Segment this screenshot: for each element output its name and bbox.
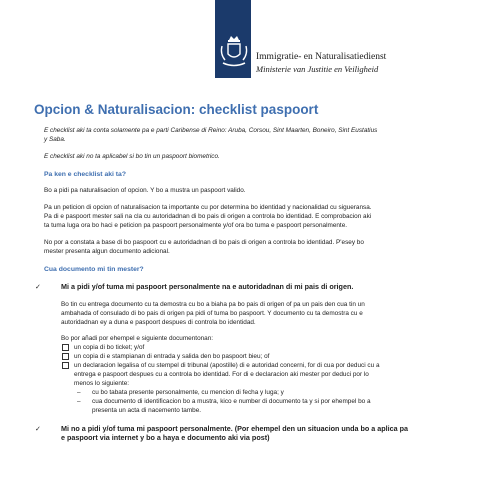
dash-list-item <box>44 397 460 406</box>
checkbox-item-continuation: entrega e paspoort despues cu a controla bo identidad. For di e declaracion aki mester por deduci por lo <box>74 370 369 378</box>
checklist-item-personal <box>35 282 460 292</box>
paragraph-line: Pa un peticion di opcion of naturalisacion ta importante cu por determina bo identidad y nacionalidad cu sigueransa. <box>44 204 372 211</box>
dash-list-item <box>44 388 460 397</box>
intro-paragraph-line: E checklist aki ta conta solamente pa e parti Caribense di Reino: Aruba, Corsou, Sint Maarten, Boneiro, Sint Eustatius <box>44 127 378 134</box>
dash-item-label: cua documento di identificacion bo a mustra, kico e number di documento ta y si por ehempel bo a <box>92 397 371 405</box>
checklist-item-label: Mi a pidi y/of tuma mi paspoort personalmente na e autoridadnan di mi pais di origen. <box>61 282 354 291</box>
checkbox-item-label: un declaracion legalisa of cu stempel di tribunal (apostille) di e autoridad concerni, for di cua por deduci cu a <box>74 361 380 369</box>
coat-of-arms-crest-icon <box>219 36 249 76</box>
paragraph-line: mester presenta algun documento adicional. <box>44 248 170 255</box>
checkmark-icon: ✓ <box>35 282 42 291</box>
dash-bullet: – <box>77 397 81 405</box>
checklist-item-continuation: e paspoort via internet y bo a haya e documento aki via post) <box>61 433 270 442</box>
intro-paragraph-line: y Saba. <box>44 136 66 143</box>
paragraph-line: Pa di e paspoort mester sali na cla cu autoridadnan di bo pais di origen a controla bo identidad. E comprobacion aki <box>44 213 372 220</box>
checkbox-list-item <box>44 361 460 370</box>
empty-checkbox-icon <box>62 353 69 360</box>
paragraph-line: Bo por añadi por ehempel e siguiente documentonan: <box>61 334 214 342</box>
paragraph-line: autoridadnan ey a duna e paspoort despues di controla bo identidad. <box>61 318 256 326</box>
paragraph-line: Bo tin cu entrega documento cu ta demostra cu bo a biaha pa bo pais di origen of pa un pais den cua tin un <box>61 300 365 308</box>
checklist-item-not-personal <box>35 423 460 434</box>
section-heading-pa-ken: Pa ken e checklist aki ta? <box>44 171 126 178</box>
dash-bullet: – <box>77 388 81 396</box>
checkbox-list-item <box>44 352 460 361</box>
empty-checkbox-icon <box>62 362 69 369</box>
checkbox-item-label: un copia di bo ticket; y/of <box>74 343 145 351</box>
checkbox-list-item <box>44 343 460 352</box>
org-name: Immigratie- en Naturalisatiedienst <box>256 52 387 62</box>
section-heading-cua-documento: Cua documento mi tin mester? <box>44 266 144 273</box>
paragraph-line: ta tuma luga ora bo haci e peticion pa paspoort personalmente y/of ora bo tuma e paspoort personalmente. <box>44 222 348 229</box>
paragraph: Bo a pidi pa naturalisacion of opcion. Y bo a mustra un paspoort valido. <box>44 187 246 194</box>
dash-item-continuation: presenta un acta di nacemento tambe. <box>92 406 202 414</box>
dash-item-label: cu bo tabata presente personalmente, cu mencion di fecha y luga; y <box>92 388 284 396</box>
checkbox-item-label: un copia di e stampianan di entrada y salida den bo paspoort bieu; of <box>74 352 270 360</box>
checklist-item-label: Mi no a pidi y/of tuma mi paspoort personalmente. (Por ehempel den un situacion unda bo a aplica pa <box>61 423 409 433</box>
document-title: Opcion & Naturalisacion: checklist paspoort <box>34 102 319 117</box>
empty-checkbox-icon <box>62 344 69 351</box>
checkbox-item-continuation: menos lo siguiente: <box>74 379 130 387</box>
document-body <box>35 126 460 443</box>
checkmark-icon: ✓ <box>35 423 42 433</box>
org-subtitle: Ministerie van Justitie en Veiligheid <box>256 64 379 74</box>
intro-note: E checklist aki no ta aplicabel si bo tin un paspoort biometrico. <box>44 153 220 160</box>
paragraph-line: ambahada of consulado di bo pais di origen pa pidi of tuma bo paspoort. Y documento cu ta demostra cu e <box>61 309 363 317</box>
paragraph-line: No por a constata a base di bo paspoort cu e autoridadnan di bo pais di origen a controla bo identidad. P'esey bo <box>44 239 364 246</box>
